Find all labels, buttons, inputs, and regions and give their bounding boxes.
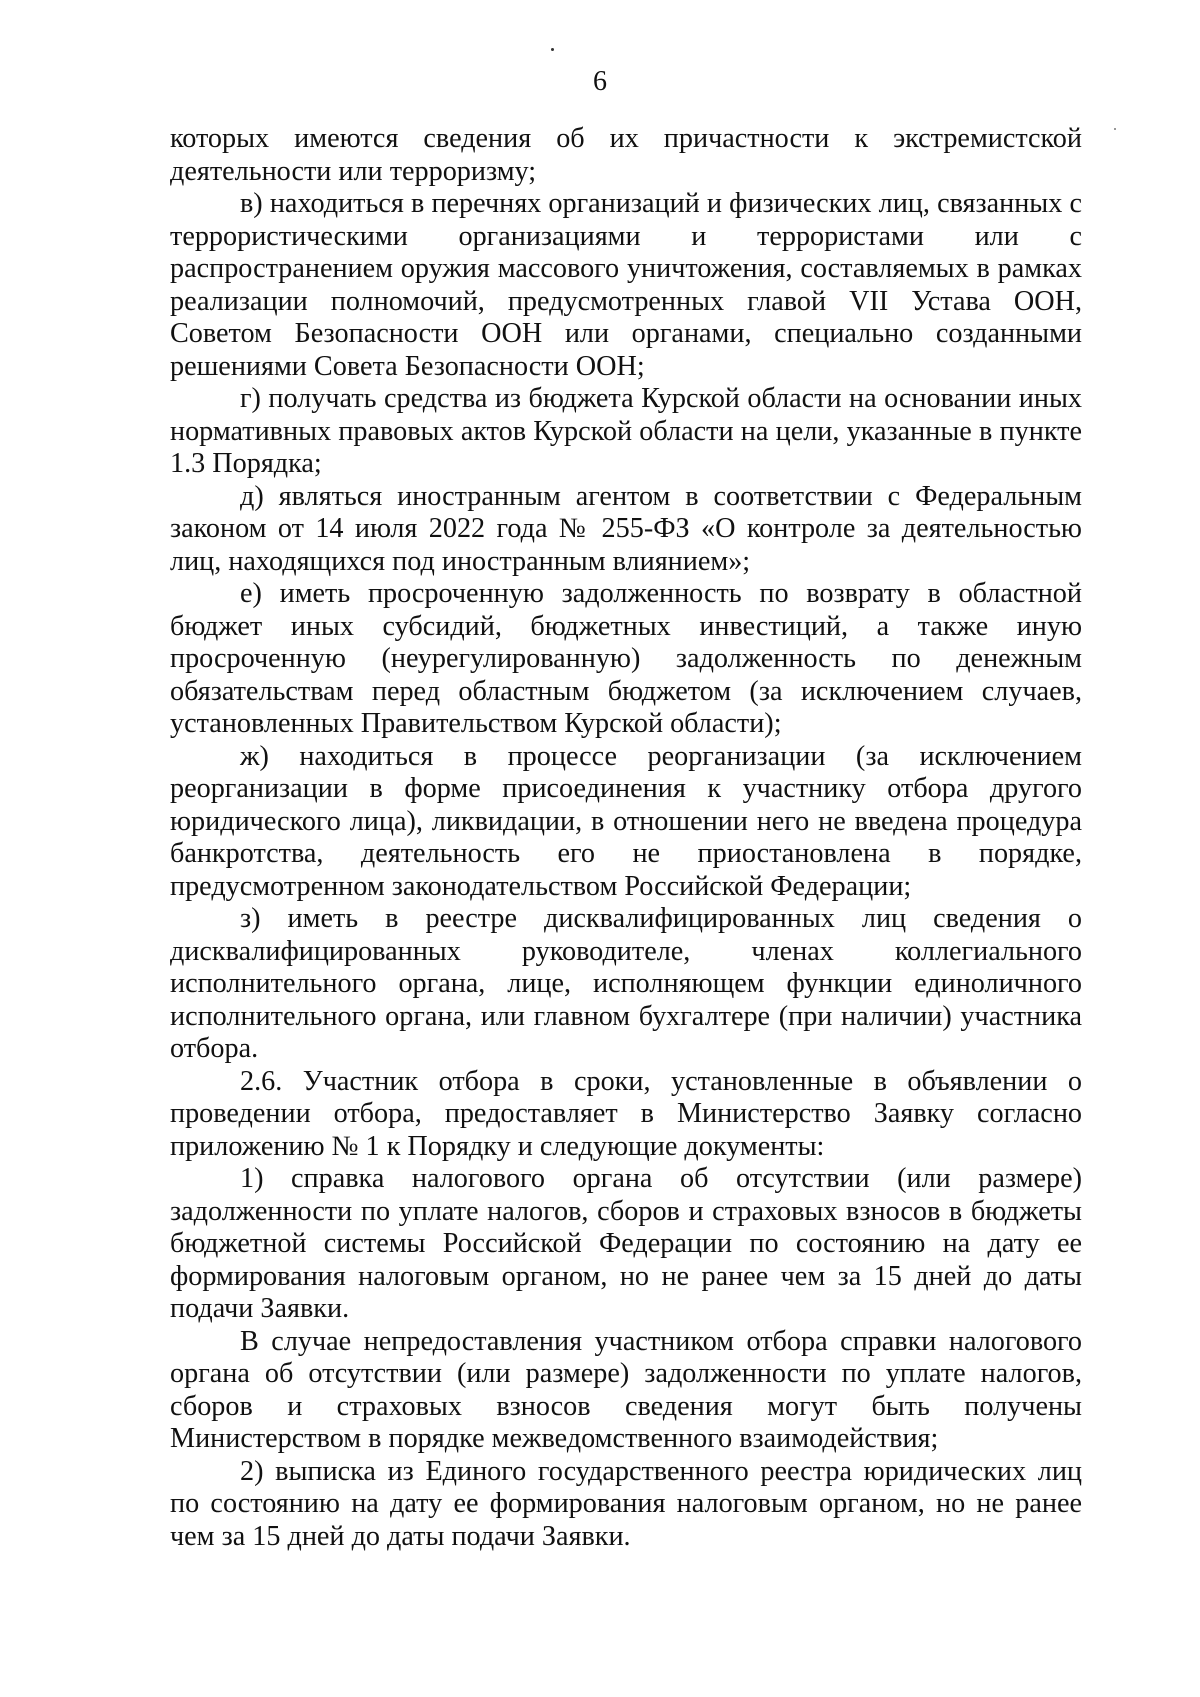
paragraph-case-note: В случае непредоставления участником отбора справки налогового органа об отсутствии (или размере) задолженности по уплате налогов, сборов и страховых взносов сведения могут быть получены Министерством в порядке межведомственного взаимодействия; [170,1325,1082,1454]
page-number: 6 [593,66,607,97]
paragraph-item-e: е) иметь просроченную задолженность по возврату в областной бюджет иных субсидий, бюджетных инвестиций, а также иную просроченную (неурегулированную) задолженность по денежным обязательствам перед областным бюджетом (за исключением случаев, установленных Правительством Курской области); [170,578,1082,739]
paragraph-item-v: в) находиться в перечнях организаций и физических лиц, связанных с террористическими организациями и террористами или с распространением оружия массового уничтожения, составляемых в рамках реализации полномочий, предусмотренных главой VII Устава ООН, Советом Безопасности ООН или органами, специально созданными решениями Совета Безопасности ООН; [170,188,1082,382]
scan-speck [1114,128,1116,130]
paragraph-item-g: г) получать средства из бюджета Курской области на основании иных нормативных правовых актов Курской области на цели, указанные в пункте 1.3 Порядка; [170,383,1082,479]
document-body [170,123,1082,1553]
paragraph-document-2: 2) выписка из Единого государственного реестра юридических лиц по состоянию на дату ее формирования налоговым органом, но не ранее чем за 15 дней до даты подачи Заявки. [170,1455,1082,1552]
paragraph-item-d: д) являться иностранным агентом в соответствии с Федеральным законом от 14 июля 2022 года № 255-ФЗ «О контроле за деятельностью лиц, находящихся под иностранным влиянием»; [170,480,1082,577]
paragraph-section-2-6: 2.6. Участник отбора в сроки, установленные в объявлении о проведении отбора, предоставляет в Министерство Заявку согласно приложению № 1 к Порядку и следующие документы: [170,1065,1082,1162]
paragraph-continuation: которых имеются сведения об их причастности к экстремистской деятельности или терроризму; [170,123,1082,187]
paragraph-document-1: 1) справка налогового органа об отсутствии (или размере) задолженности по уплате налогов, сборов и страховых взносов в бюджеты бюджетной системы Российской Федерации по состоянию на дату ее формирования налоговым органом, но не ранее чем за 15 дней до даты подачи Заявки. [170,1163,1082,1324]
paragraph-item-z: з) иметь в реестре дисквалифицированных лиц сведения о дисквалифицированных руководителе, членах коллегиального исполнительного органа, лице, исполняющем функции единоличного исполнительного органа, или главном бухгалтере (при наличии) участника отбора. [170,903,1082,1064]
scan-speck [551,48,554,51]
paragraph-item-zh: ж) находиться в процессе реорганизации (за исключением реорганизации в форме присоединения к участнику отбора другого юридического лица), ликвидации, в отношении него не введена процедура банкротства, деятельность его не приостановлена в порядке, предусмотренном законодательством Российской Федерации; [170,740,1082,902]
